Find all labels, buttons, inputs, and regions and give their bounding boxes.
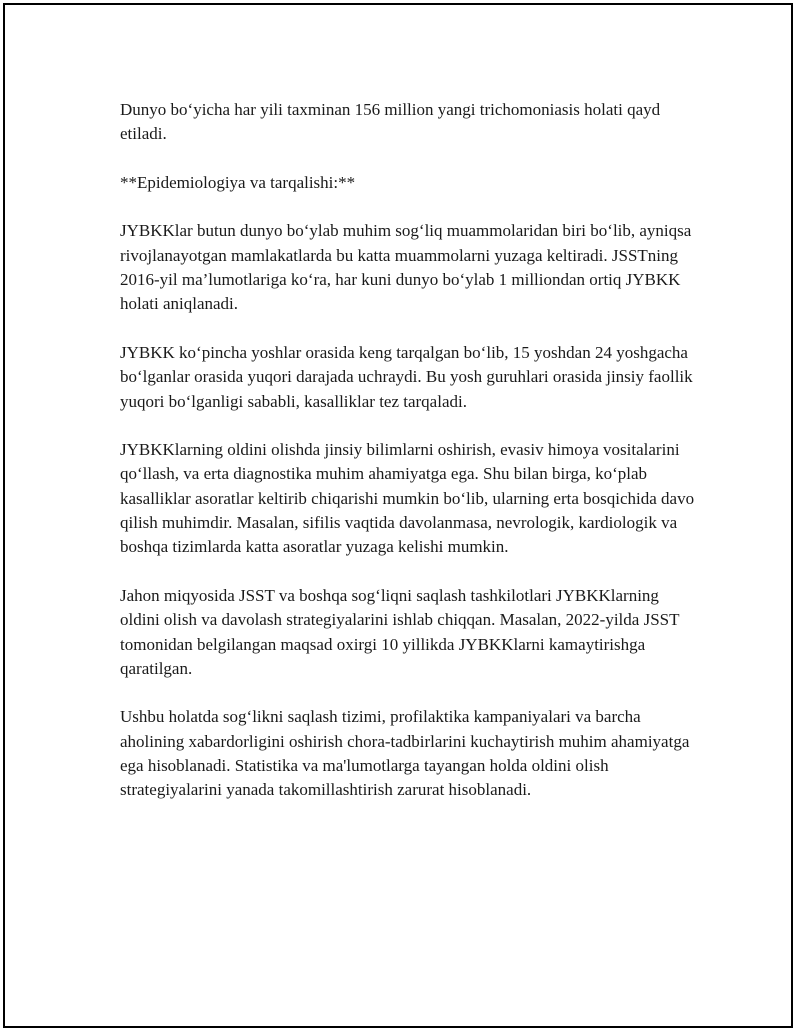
paragraph-intro: Dunyo bo‘yicha har yili taxminan 156 million yangi trichomoniasis holati qayd etiladi. [120,100,661,144]
document-body [120,98,700,827]
paragraph-conclusion: Ushbu holatda sog‘likni saqlash tizimi, profilaktika kampaniyalari va barcha aholining xabardorligini oshirish chora-tadbirlarini kuchaytirish muhim ahamiyatga ega hisoblanadi. Statistika va ma'lumotlarga tayangan holda oldini olish strategiyalarini yanada takomillashtirish zarurat hisoblanadi. [120,707,690,800]
page-frame [3,3,793,1028]
section-heading: **Epidemiologiya va tarqalishi:** [120,172,356,192]
paragraph-youth: JYBKK ko‘pincha yoshlar orasida keng tarqalgan bo‘lib, 15 yoshdan 24 yoshgacha bo‘lganlar orasida yuqori darajada uchraydi. Bu yosh guruhlari orasida jinsiy faollik yuqori bo‘lganligi sababli, kasalliklar tez tarqaladi. [120,342,693,411]
paragraph-strategies: Jahon miqyosida JSST va boshqa sog‘liqni saqlash tashkilotlari JYBKKlarning oldini olish va davolash strategiyalarini ishlab chiqqan. Masalan, 2022-yilda JSST tomonidan belgilangan maqsad oxirgi 10 yillikda JYBKKlarni kamaytirishga qaratilgan. [120,585,680,678]
paragraph-global-burden: JYBKKlar butun dunyo bo‘ylab muhim sog‘liq muammolaridan biri bo‘lib, ayniqsa rivojlanayotgan mamlakatlarda bu katta muammolarni yuzaga keltiradi. JSSTning 2016-yil ma’lumotlariga ko‘ra, har kuni dunyo bo‘ylab 1 milliondan ortiq JYBKK holati aniqlanadi. [120,221,692,314]
paragraph-prevention: JYBKKlarning oldini olishda jinsiy bilimlarni oshirish, evasiv himoya vositalarini qo‘llash, va erta diagnostika muhim ahamiyatga ega. Shu bilan birga, ko‘plab kasalliklar asoratlar keltirib chiqarishi mumkin bo‘lib, ularning erta bosqichida davo qilish muhimdir. Masalan, sifilis vaqtida davolanmasa, nevrologik, kardiologik va boshqa tizimlarda katta asoratlar yuzaga kelishi mumkin. [120,440,695,557]
